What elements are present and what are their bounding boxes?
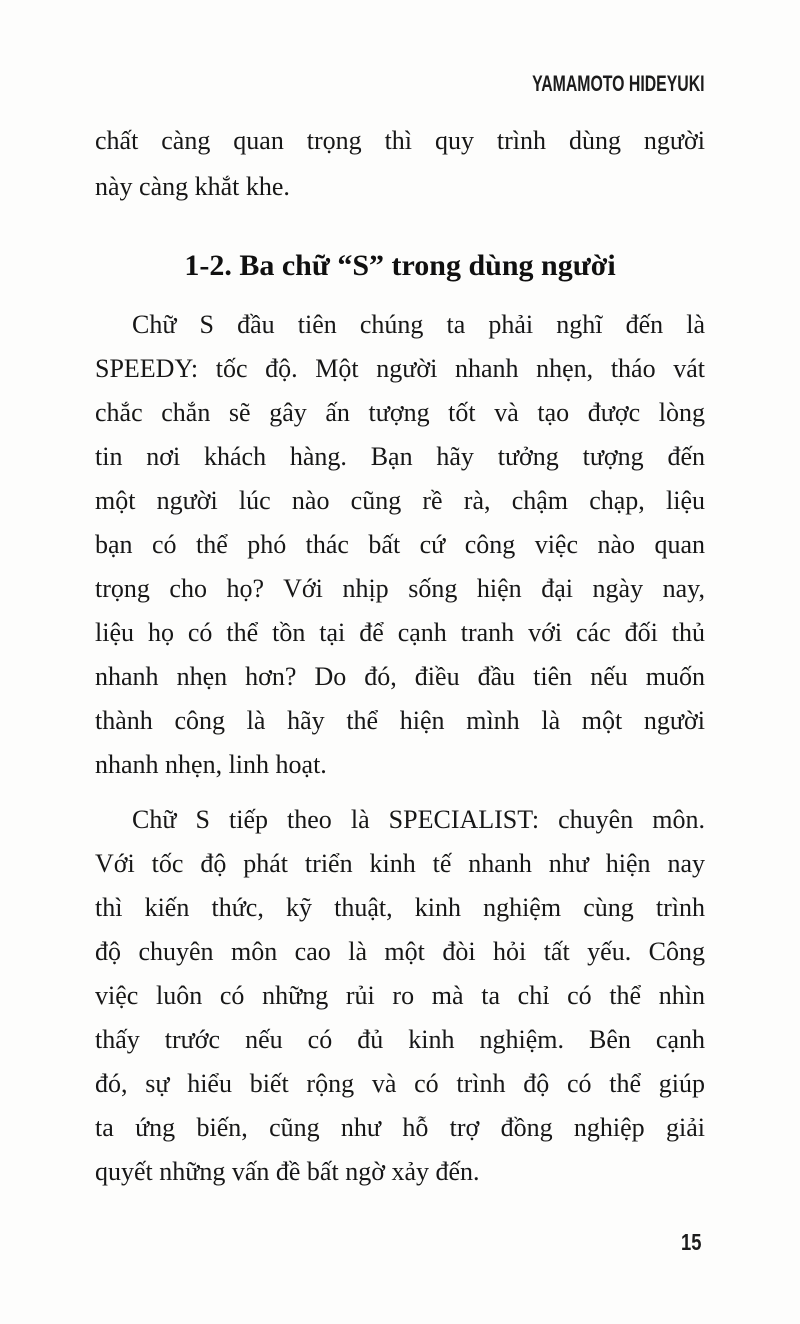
paragraph-speedy	[95, 303, 705, 787]
text-line: đó, sự hiểu biết rộng và có trình độ có thể giúp	[95, 1069, 705, 1098]
text-line: Với tốc độ phát triển kinh tế nhanh như hiện nay	[95, 849, 705, 878]
text-line: chắc chắn sẽ gây ấn tượng tốt và tạo được lòng	[95, 398, 705, 427]
text-line: trọng cho họ? Với nhịp sống hiện đại ngày nay,	[95, 574, 705, 603]
text-line: một người lúc nào cũng rề rà, chậm chạp, liệu	[95, 486, 705, 515]
text-line: quyết những vấn đề bất ngờ xảy đến.	[95, 1157, 480, 1186]
text-line: chất càng quan trọng thì quy trình dùng người	[95, 126, 705, 155]
text-line: độ chuyên môn cao là một đòi hỏi tất yếu. Công	[95, 937, 705, 966]
text-line: bạn có thể phó thác bất cứ công việc nào quan	[95, 530, 705, 559]
section-heading: 1-2. Ba chữ “S” trong dùng người	[184, 249, 616, 282]
text-line: liệu họ có thể tồn tại để cạnh tranh với các đối thủ	[95, 618, 705, 647]
text-line: này càng khắt khe.	[95, 172, 290, 201]
text-line: thì kiến thức, kỹ thuật, kinh nghiệm cùng trình	[95, 893, 705, 922]
paragraph-intro	[95, 118, 705, 210]
running-header-author: YAMAMOTO HIDEYUKI	[532, 71, 705, 96]
text-line: SPEEDY: tốc độ. Một người nhanh nhẹn, tháo vát	[95, 354, 705, 383]
text-line: Chữ S đầu tiên chúng ta phải nghĩ đến là	[132, 310, 705, 339]
text-line: nhanh nhẹn, linh hoạt.	[95, 750, 327, 779]
text-line: ta ứng biến, cũng như hỗ trợ đồng nghiệp giải	[95, 1113, 705, 1142]
text-line: tin nơi khách hàng. Bạn hãy tưởng tượng đến	[95, 442, 705, 471]
paragraph-specialist	[95, 798, 705, 1194]
text-line: Chữ S tiếp theo là SPECIALIST: chuyên môn.	[132, 805, 705, 834]
text-line: thành công là hãy thể hiện mình là một người	[95, 706, 705, 735]
page-number: 15	[681, 1229, 702, 1255]
text-line: việc luôn có những rủi ro mà ta chỉ có thể nhìn	[95, 981, 705, 1010]
text-line: thấy trước nếu có đủ kinh nghiệm. Bên cạnh	[95, 1025, 705, 1054]
text-line: nhanh nhẹn hơn? Do đó, điều đầu tiên nếu muốn	[95, 662, 705, 691]
